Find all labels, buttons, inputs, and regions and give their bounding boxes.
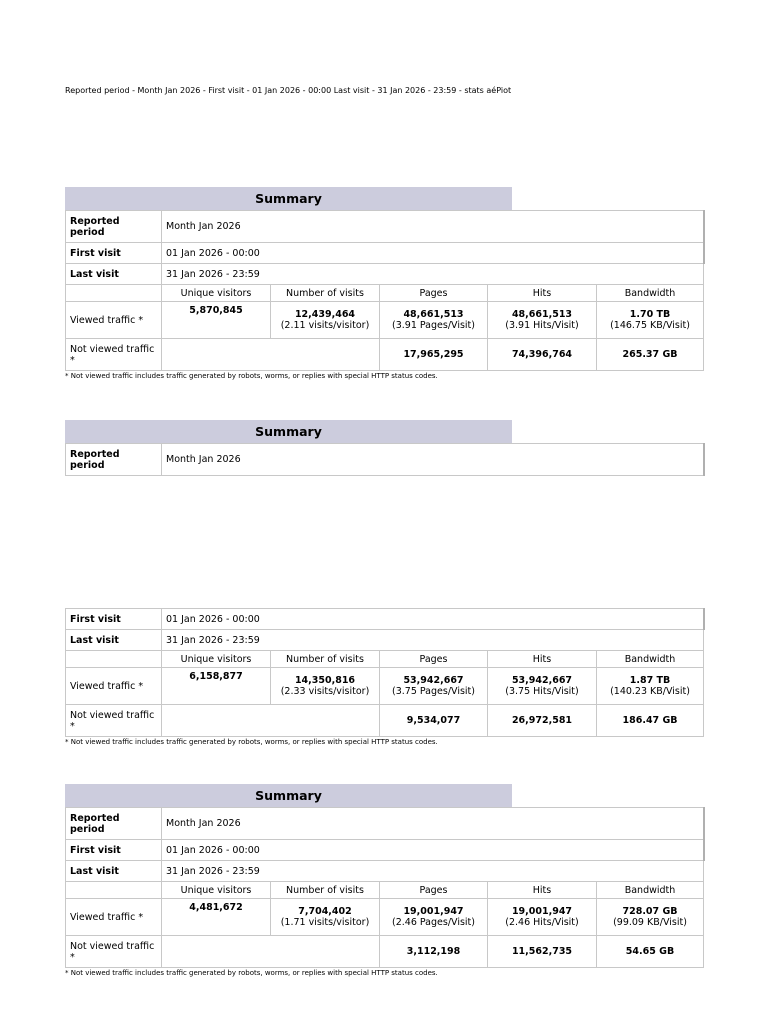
viewed-visits: 14,350,816: [294, 675, 356, 686]
viewed-pages-per: (3.75 Pages/Visit): [392, 686, 475, 697]
footnote: * Not viewed traffic includes traffic generated by robots, worms, or replies with special HTTP status codes.: [65, 738, 438, 746]
last-visit-value: 31 Jan 2026 - 23:59: [162, 861, 704, 882]
reported-period-label: Reported period: [66, 808, 162, 840]
summary-table: [65, 807, 705, 968]
not-viewed-hits: 11,562,735: [488, 936, 597, 968]
viewed-bandwidth: 1.87 TB: [629, 675, 671, 686]
col-hits: Hits: [488, 651, 597, 668]
last-visit-label: Last visit: [66, 630, 162, 651]
viewed-bandwidth-per: (146.75 KB/Visit): [610, 320, 690, 331]
not-viewed-traffic-label: Not viewed traffic *: [66, 936, 162, 968]
not-viewed-pages: 17,965,295: [380, 339, 488, 371]
viewed-visits-per: (2.11 visits/visitor): [280, 320, 370, 331]
not-viewed-pages: 3,112,198: [380, 936, 488, 968]
last-visit-label: Last visit: [66, 861, 162, 882]
reported-period-value: Month Jan 2026: [162, 211, 704, 243]
summary-table: [65, 210, 705, 371]
reported-period-value: Month Jan 2026: [162, 444, 704, 476]
footnote: * Not viewed traffic includes traffic generated by robots, worms, or replies with special HTTP status codes.: [65, 969, 438, 977]
col-bandwidth: Bandwidth: [597, 285, 704, 302]
not-viewed-bandwidth: 186.47 GB: [597, 705, 704, 737]
viewed-pages: 53,942,667: [403, 675, 464, 686]
viewed-unique-visitors: 4,481,672: [162, 899, 271, 936]
viewed-traffic-label: Viewed traffic *: [66, 899, 162, 936]
col-number-of-visits: Number of visits: [271, 882, 380, 899]
first-visit-value: 01 Jan 2026 - 00:00: [162, 840, 704, 861]
col-hits: Hits: [488, 285, 597, 302]
col-pages: Pages: [380, 882, 488, 899]
col-unique-visitors: Unique visitors: [162, 285, 271, 302]
first-visit-label: First visit: [66, 243, 162, 264]
col-bandwidth: Bandwidth: [597, 882, 704, 899]
first-visit-label: First visit: [66, 840, 162, 861]
col-number-of-visits: Number of visits: [271, 651, 380, 668]
viewed-unique-visitors: 6,158,877: [162, 668, 271, 705]
viewed-unique-visitors: 5,870,845: [162, 302, 271, 339]
not-viewed-pages: 9,534,077: [380, 705, 488, 737]
viewed-visits: 7,704,402: [298, 906, 352, 917]
reported-period-label: Reported period: [66, 211, 162, 243]
viewed-visits: 12,439,464: [294, 309, 356, 320]
viewed-traffic-label: Viewed traffic *: [66, 302, 162, 339]
not-viewed-bandwidth: 265.37 GB: [597, 339, 704, 371]
viewed-bandwidth: 1.70 TB: [629, 309, 671, 320]
col-bandwidth: Bandwidth: [597, 651, 704, 668]
summary-title: Summary: [65, 187, 512, 210]
summary-block-3: [65, 608, 703, 746]
viewed-hits-per: (3.75 Hits/Visit): [505, 686, 579, 697]
not-viewed-hits: 74,396,764: [488, 339, 597, 371]
last-visit-value: 31 Jan 2026 - 23:59: [162, 264, 704, 285]
viewed-hits-per: (3.91 Hits/Visit): [505, 320, 579, 331]
viewed-hits: 48,661,513: [511, 309, 573, 320]
viewed-pages-per: (2.46 Pages/Visit): [392, 917, 475, 928]
not-viewed-hits: 26,972,581: [488, 705, 597, 737]
first-visit-value: 01 Jan 2026 - 00:00: [162, 609, 704, 630]
col-pages: Pages: [380, 651, 488, 668]
summary-block-1: [65, 187, 703, 380]
viewed-traffic-label: Viewed traffic *: [66, 668, 162, 705]
viewed-hits: 19,001,947: [511, 906, 573, 917]
viewed-visits-per: (1.71 visits/visitor): [280, 917, 370, 928]
footnote: * Not viewed traffic includes traffic generated by robots, worms, or replies with special HTTP status codes.: [65, 372, 438, 380]
not-viewed-traffic-label: Not viewed traffic *: [66, 339, 162, 371]
summary-title: Summary: [65, 420, 512, 443]
viewed-bandwidth-per: (140.23 KB/Visit): [610, 686, 690, 697]
first-visit-value: 01 Jan 2026 - 00:00: [162, 243, 704, 264]
summary-block-2: [65, 420, 703, 476]
viewed-visits-per: (2.33 visits/visitor): [280, 686, 370, 697]
viewed-pages-per: (3.91 Pages/Visit): [392, 320, 475, 331]
viewed-pages: 19,001,947: [403, 906, 464, 917]
last-visit-label: Last visit: [66, 264, 162, 285]
not-viewed-traffic-label: Not viewed traffic *: [66, 705, 162, 737]
viewed-bandwidth: 728.07 GB: [622, 906, 678, 917]
reported-period-value: Month Jan 2026: [162, 808, 704, 840]
summary-block-4: [65, 784, 703, 977]
col-number-of-visits: Number of visits: [271, 285, 380, 302]
reported-period-label: Reported period: [66, 444, 162, 476]
summary-table: [65, 608, 705, 737]
viewed-pages: 48,661,513: [403, 309, 464, 320]
viewed-hits: 53,942,667: [511, 675, 573, 686]
report-header-line: Reported period - Month Jan 2026 - First visit - 01 Jan 2026 - 00:00 Last visit - 31 Jan 2026 - 23:59 - stats aéPiot: [65, 86, 512, 95]
col-unique-visitors: Unique visitors: [162, 651, 271, 668]
col-pages: Pages: [380, 285, 488, 302]
last-visit-value: 31 Jan 2026 - 23:59: [162, 630, 704, 651]
viewed-hits-per: (2.46 Hits/Visit): [505, 917, 579, 928]
summary-table: [65, 443, 705, 476]
not-viewed-bandwidth: 54.65 GB: [597, 936, 704, 968]
summary-title: Summary: [65, 784, 512, 807]
viewed-bandwidth-per: (99.09 KB/Visit): [613, 917, 687, 928]
first-visit-label: First visit: [66, 609, 162, 630]
col-hits: Hits: [488, 882, 597, 899]
col-unique-visitors: Unique visitors: [162, 882, 271, 899]
